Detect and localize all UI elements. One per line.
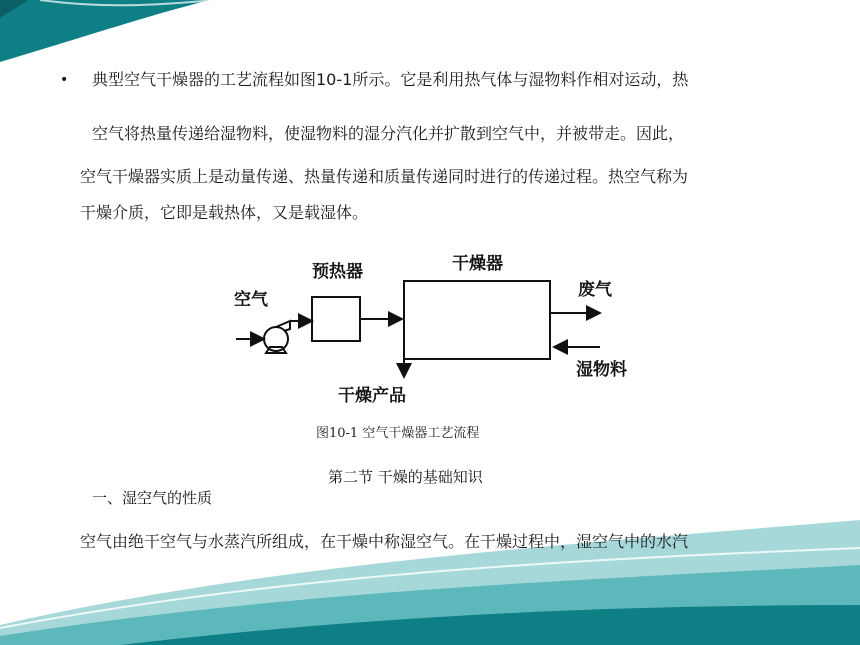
process-flow-diagram — [228, 243, 636, 413]
paragraph1-line2: 空气将热量传递给湿物料，使湿物料的湿分汽化并扩散到空气中，并被带走。因此， — [92, 124, 685, 143]
section-title: 第二节 干燥的基础知识 — [328, 468, 483, 486]
label-exhaust: 废气 — [578, 280, 612, 300]
paragraph1-line3: 空气干燥器实质上是动量传递、热量传递和质量传递同时进行的传递过程。热空气称为 — [80, 167, 689, 186]
subsection-title: 一、湿空气的性质 — [92, 489, 213, 507]
blower-icon — [264, 321, 290, 353]
label-preheater: 预热器 — [312, 262, 363, 282]
paragraph1-line1: 典型空气干燥器的工艺流程如图10-1所示。它是利用热气体与湿物料作相对运动，热 — [92, 70, 689, 89]
paragraph2-line1: 空气由绝干空气与水蒸汽所组成，在干燥中称湿空气。在干燥过程中，湿空气中的水汽 — [80, 532, 689, 551]
figure-caption: 图10-1 空气干燥器工艺流程 — [316, 426, 480, 441]
label-dryer: 干燥器 — [452, 254, 503, 274]
label-wet-material: 湿物料 — [576, 360, 627, 380]
bullet-marker: • — [60, 72, 69, 88]
label-dry-product: 干燥产品 — [338, 386, 406, 406]
dryer-box — [404, 281, 550, 359]
preheater-box — [312, 297, 360, 341]
paragraph1-line4: 干燥介质，它即是载热体，又是载湿体。 — [80, 203, 369, 222]
label-air: 空气 — [234, 290, 268, 310]
top-swoosh-dark — [0, 0, 210, 62]
